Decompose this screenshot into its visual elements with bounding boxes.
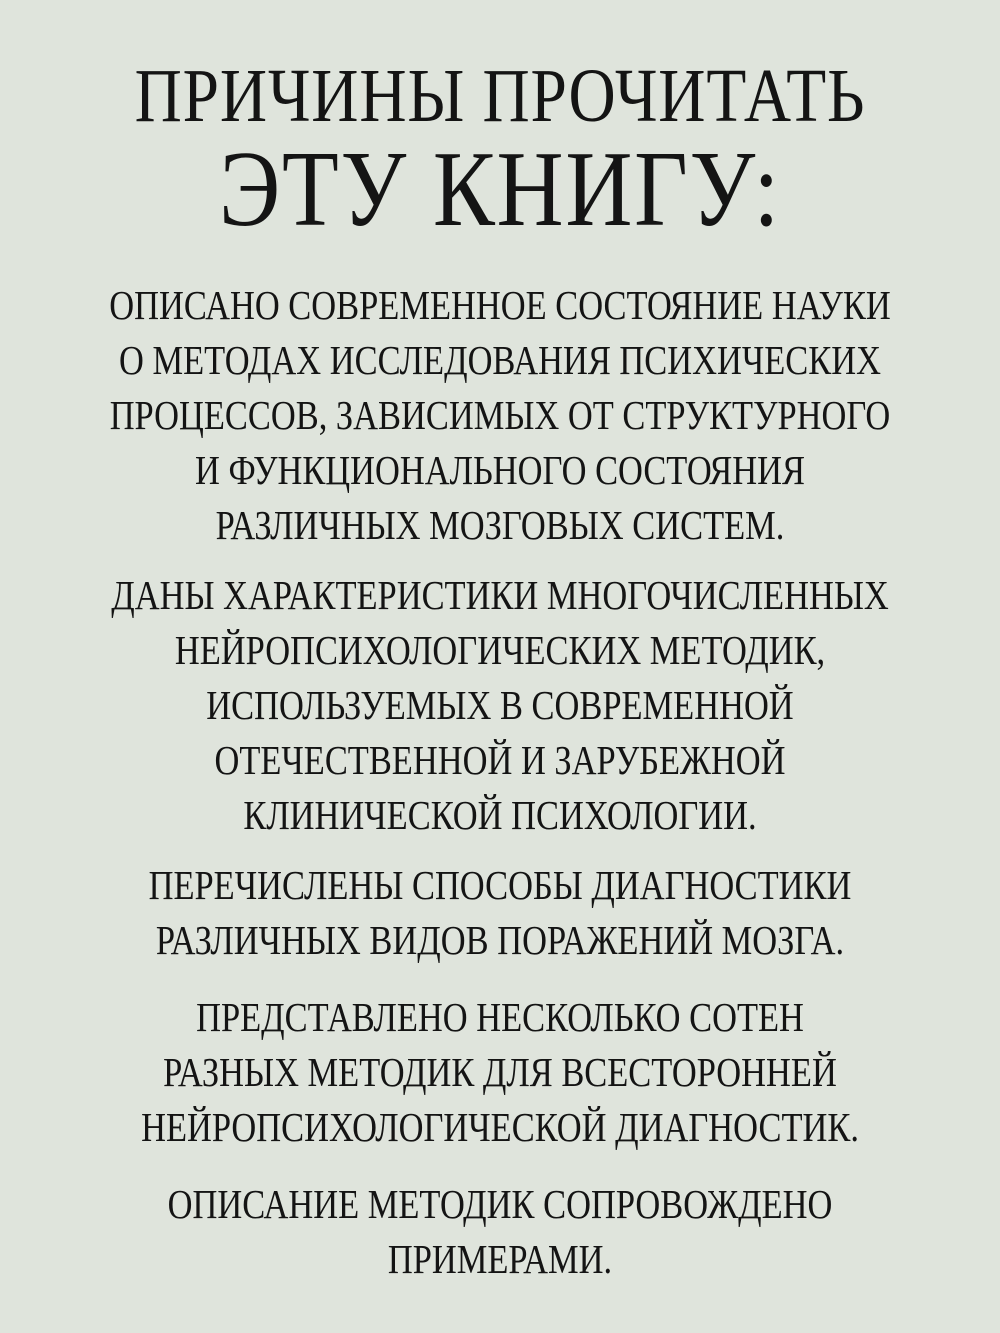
reason-3-line-2: РАЗЛИЧНЫХ ВИДОВ ПОРАЖЕНИЙ МОЗГА.	[155, 917, 845, 963]
reason-paragraph-4	[30, 990, 970, 1155]
page-title-line-1: ПРИЧИНЫ ПРОЧИТАТЬ	[134, 54, 866, 138]
reason-1-line-2: О МЕТОДАХ ИССЛЕДОВАНИЯ ПСИХИЧЕСКИХ	[118, 337, 882, 383]
reason-5-line-1: ОПИСАНИЕ МЕТОДИК СОПРОВОЖДЕНО	[167, 1181, 833, 1227]
reason-4-line-3: НЕЙРОПСИХОЛОГИЧЕСКОЙ ДИАГНОСТИК.	[141, 1104, 859, 1150]
reason-1-line-3: ПРОЦЕССОВ, ЗАВИСИМЫХ ОТ СТРУКТУРНОГО	[109, 392, 891, 438]
reason-4-line-2: РАЗНЫХ МЕТОДИК ДЛЯ ВСЕСТОРОННЕЙ	[163, 1049, 837, 1095]
reason-2-line-5: КЛИНИЧЕСКОЙ ПСИХОЛОГИИ.	[243, 792, 757, 838]
reason-2-line-4: ОТЕЧЕСТВЕННОЙ И ЗАРУБЕЖНОЙ	[214, 737, 786, 783]
reason-paragraph-2	[30, 568, 970, 843]
reason-1-line-5: РАЗЛИЧНЫХ МОЗГОВЫХ СИСТЕМ.	[215, 502, 785, 548]
reason-5-line-2: ПРИМЕРАМИ.	[387, 1236, 613, 1282]
reason-2-line-3: ИСПОЛЬЗУЕМЫХ В СОВРЕМЕННОЙ	[206, 682, 794, 728]
reason-paragraph-3	[30, 858, 970, 968]
reason-3-line-1: ПЕРЕЧИСЛЕНЫ СПОСОБЫ ДИАГНОСТИКИ	[148, 862, 852, 908]
reason-1-line-1: ОПИСАНО СОВРЕМЕННОЕ СОСТОЯНИЕ НАУКИ	[109, 282, 891, 328]
reason-2-line-1: ДАНЫ ХАРАКТЕРИСТИКИ МНОГОЧИСЛЕННЫХ	[111, 572, 889, 618]
reason-2-line-2: НЕЙРОПСИХОЛОГИЧЕСКИХ МЕТОДИК,	[174, 627, 826, 673]
reason-4-line-1: ПРЕДСТАВЛЕНО НЕСКОЛЬКО СОТЕН	[196, 994, 804, 1040]
reason-paragraph-5	[30, 1177, 970, 1287]
reason-paragraph-1	[30, 278, 970, 553]
page-title-line-2: ЭТУ КНИГУ:	[218, 130, 782, 249]
reason-1-line-4: И ФУНКЦИОНАЛЬНОГО СОСТОЯНИЯ	[195, 447, 805, 493]
